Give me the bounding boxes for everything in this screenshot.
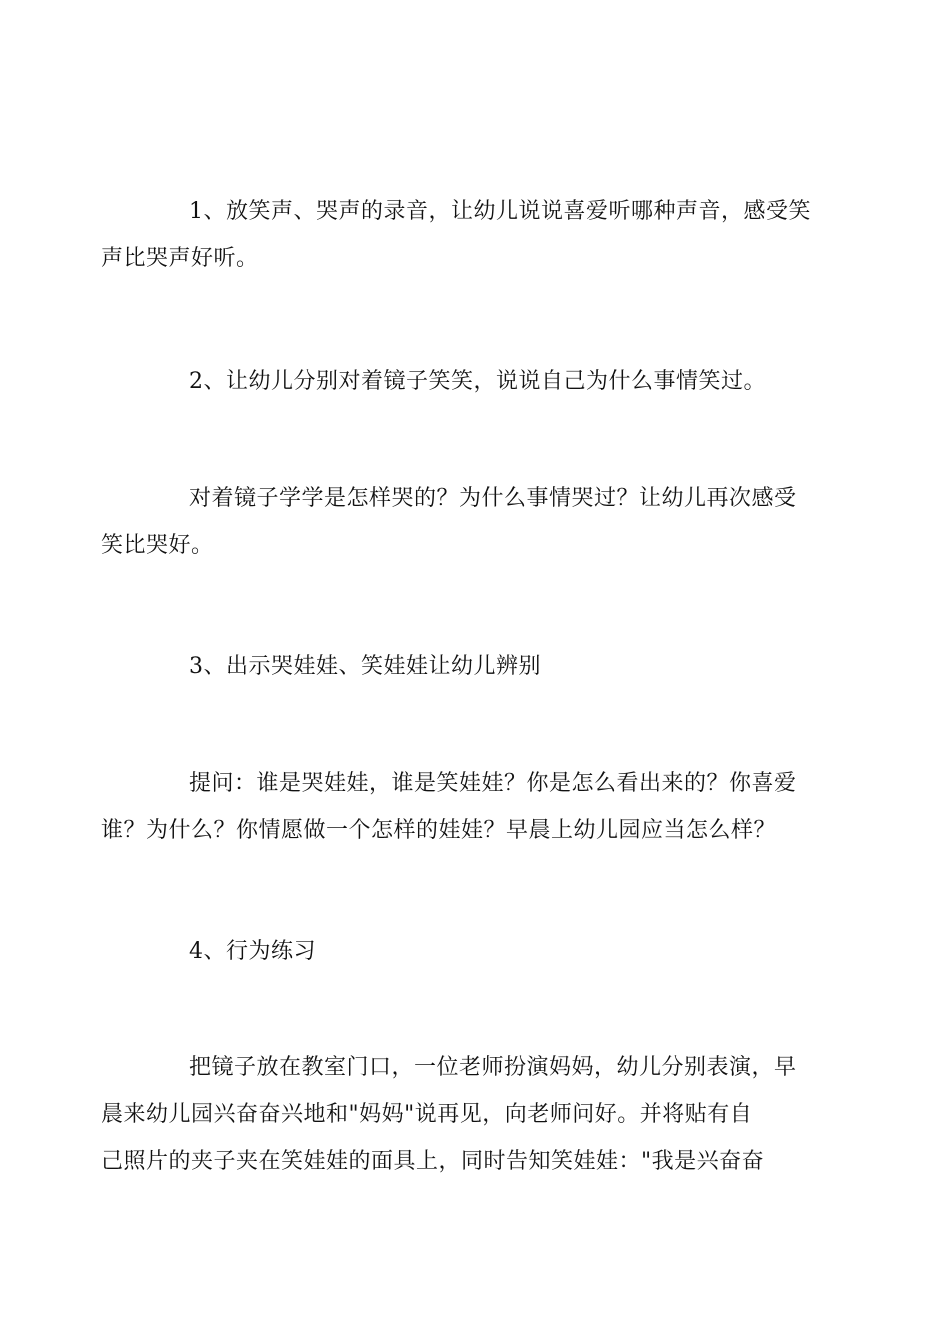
paragraph-3 (101, 475, 810, 569)
paragraph-line: 晨来幼儿园兴奋奋兴地和"妈妈"说再见，向老师问好。并将贴有自 (101, 1102, 753, 1127)
paragraph-line: 笑比哭好。 (101, 533, 214, 558)
paragraph-line: 4、行为练习 (189, 939, 316, 964)
paragraph-line: 3、出示哭娃娃、笑娃娃让幼儿辨别 (189, 654, 541, 679)
paragraph-4 (145, 643, 810, 690)
paragraph-line: 提问：谁是哭娃娃，谁是笑娃娃？你是怎么看出来的？你喜爱 (189, 771, 797, 796)
paragraph-line: 己照片的夹子夹在笑娃娃的面具上，同时告知笑娃娃："我是兴奋奋 (101, 1149, 765, 1174)
paragraph-line: 把镜子放在教室门口，一位老师扮演妈妈，幼儿分别表演，早 (189, 1055, 797, 1080)
paragraph-6 (145, 928, 810, 975)
paragraph-line: 对着镜子学学是怎样哭的？为什么事情哭过？让幼儿再次感受 (189, 486, 797, 511)
paragraph-7 (101, 1044, 810, 1185)
paragraph-1 (101, 188, 811, 282)
paragraph-line: 谁？为什么？你情愿做一个怎样的娃娃？早晨上幼儿园应当怎么样？ (101, 818, 777, 843)
paragraph-line: 2、让幼儿分别对着镜子笑笑，说说自己为什么事情笑过。 (189, 369, 766, 394)
paragraph-5 (101, 760, 810, 854)
paragraph-line: 声比哭声好听。 (101, 246, 259, 271)
paragraph-line: 1、放笑声、哭声的录音，让幼儿说说喜爱听哪种声音，感受笑 (189, 199, 811, 224)
paragraph-2 (145, 358, 810, 405)
